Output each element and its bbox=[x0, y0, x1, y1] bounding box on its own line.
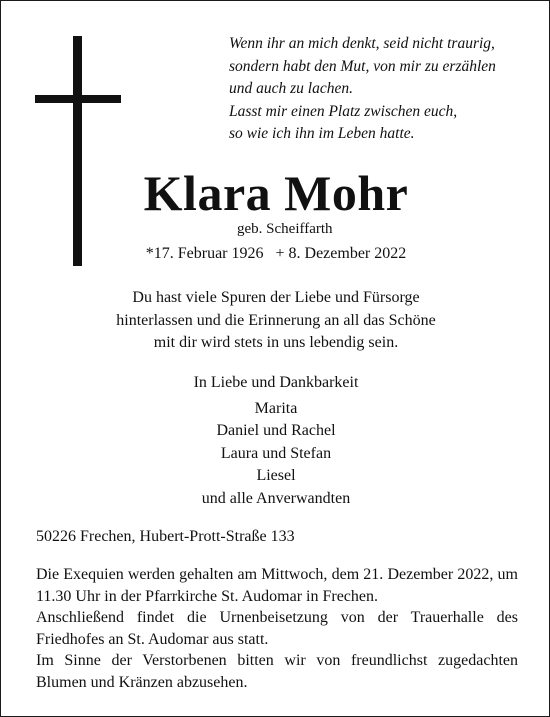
tribute-line: mit dir wird stets in uns lebendig sein. bbox=[153, 334, 399, 351]
cross-vertical-bar bbox=[73, 36, 82, 266]
latin-cross-icon bbox=[35, 36, 121, 266]
poem-line: Lasst mir einen Platz zwischen euch, bbox=[229, 102, 458, 120]
service-paragraph: Anschließend findet die Urnenbeisetzung von der Trauerhalle des Friedhofes an St. Audomar aus statt. bbox=[36, 609, 518, 648]
poem-line: und auch zu lachen. bbox=[229, 80, 353, 97]
poem-line: so wie ich ihn im Leben hatte. bbox=[229, 125, 415, 142]
cross-horizontal-bar bbox=[35, 95, 121, 103]
funeral-service-info bbox=[36, 564, 518, 693]
poem-line: sondern habt den Mut, von mir zu erzählen bbox=[229, 57, 496, 75]
family-address: 50226 Frechen, Hubert-Prott-Straße 133 bbox=[36, 528, 295, 545]
mourners-list bbox=[1, 372, 550, 510]
mourner-name: Marita bbox=[254, 399, 298, 417]
memorial-poem bbox=[229, 33, 539, 146]
mourner-name: und alle Anverwandten bbox=[201, 489, 351, 507]
tribute-line: Du hast viele Spuren der Liebe und Fürsorge bbox=[132, 289, 420, 306]
birth-date: *17. Februar 1926 bbox=[145, 245, 264, 262]
mourners-intro: In Liebe und Dankbarkeit bbox=[193, 374, 359, 391]
poem-line: Wenn ihr an mich denkt, seid nicht traurig, bbox=[229, 35, 495, 52]
death-date: + 8. Dezember 2022 bbox=[275, 245, 407, 262]
mourner-name: Daniel und Rachel bbox=[216, 422, 336, 439]
service-paragraph: Im Sinne der Verstorbenen bitten wir von freundlichst zugedachten Blumen und Kränzen abzusehen. bbox=[36, 652, 518, 691]
tribute-text bbox=[1, 287, 550, 355]
service-paragraph: Die Exequien werden gehalten am Mittwoch, dem 21. Dezember 2022, um 11.30 Uhr in der Pfarrkirche St. Audomar in Frechen. bbox=[36, 566, 518, 605]
mourner-name: Liesel bbox=[256, 467, 296, 484]
life-dates bbox=[1, 243, 550, 265]
maiden-name: geb. Scheiffarth bbox=[237, 221, 333, 237]
deceased-name: Klara Mohr bbox=[143, 165, 409, 221]
tribute-line: hinterlassen und die Erinnerung an all das Schöne bbox=[116, 311, 436, 329]
mourner-name: Laura und Stefan bbox=[220, 444, 332, 462]
